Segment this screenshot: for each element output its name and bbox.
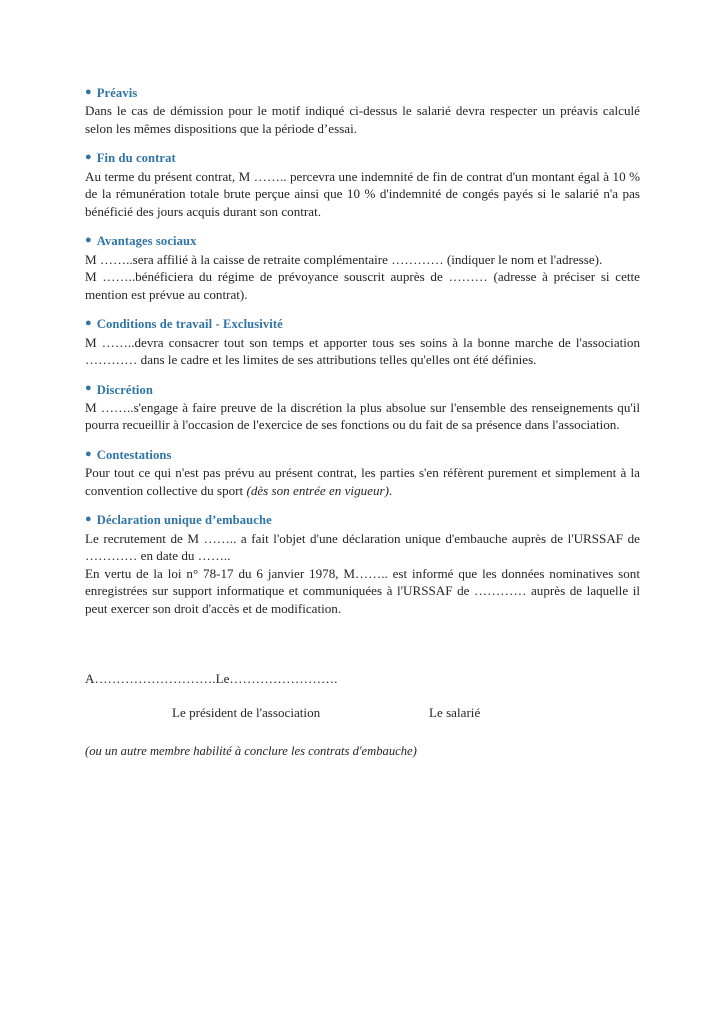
section-declaration-unique-embauche xyxy=(85,511,640,617)
section-heading-label: Déclaration unique d’embauche xyxy=(96,513,272,528)
bullet-icon: ● xyxy=(85,316,92,329)
paragraph-text: Pour tout ce qui n'est pas prévu au présent contrat, les parties s'en réfèrent purement et simplement à la convention collective du sport xyxy=(85,465,640,498)
paragraph: M ……..s'engage à faire preuve de la discrétion la plus absolue sur l'ensemble des renseignements qu'il pourra recueillir à l'occasion de l'exercice de ses fonctions ou du fait de sa présence dans l'association. xyxy=(85,399,640,433)
section-heading-label: Avantages sociaux xyxy=(96,234,197,249)
section-heading-avantages-sociaux xyxy=(85,232,640,249)
section-heading-preavis xyxy=(85,84,640,101)
section-heading-discretion xyxy=(85,381,640,398)
section-conditions-de-travail xyxy=(85,315,640,368)
paragraph xyxy=(85,464,640,499)
paragraph: En vertu de la loi n° 78-17 du 6 janvier 1978, M…….. est informé que les données nominatives sont enregistrées sur support informatique et communiquées à l'URSSAF de ………… auprès de laquelle il peut exercer son droit d'accès et de modification. xyxy=(85,565,640,617)
section-heading-contestations xyxy=(85,446,640,463)
section-heading-label: Fin du contrat xyxy=(96,151,176,166)
paragraph: Le recrutement de M …….. a fait l'objet d'une déclaration unique d'embauche auprès de l'URSSAF de ………… en date du …….. xyxy=(85,530,640,564)
bullet-icon: ● xyxy=(85,85,92,98)
section-heading-fin-du-contrat xyxy=(85,149,640,166)
signature-role-employee: Le salarié xyxy=(429,705,481,721)
bullet-icon: ● xyxy=(85,233,92,246)
paragraph: Dans le cas de démission pour le motif indiqué ci-dessus le salarié devra respecter un préavis calculé selon les mêmes dispositions que la période d’essai. xyxy=(85,103,640,136)
signature-role-president: Le président de l'association xyxy=(172,705,321,721)
section-fin-du-contrat xyxy=(85,149,640,220)
signature-block xyxy=(85,670,640,761)
document-content xyxy=(85,84,640,760)
paragraph: M ……..bénéficiera du régime de prévoyance souscrit auprès de ……… (adresse à préciser si cette mention est prévue au contrat). xyxy=(85,269,640,302)
section-heading-label: Préavis xyxy=(96,86,138,101)
paragraph: Au terme du présent contrat, M …….. percevra une indemnité de fin de contrat d'un montant égal à 10 % de la rémunération totale brute perçue ainsi que 10 % d'indemnité de congés payés si le salarié n'a pas bénéficié des jours acquis durant son contrat. xyxy=(85,168,640,219)
section-heading-declaration-unique-embauche xyxy=(85,511,640,528)
place-date-line: A……………………….Le……………………. xyxy=(85,670,338,686)
bullet-icon: ● xyxy=(85,513,92,526)
signature-roles xyxy=(85,704,640,722)
section-preavis xyxy=(85,84,640,137)
section-discretion xyxy=(85,381,640,434)
section-contestations xyxy=(85,446,640,499)
bullet-icon: ● xyxy=(85,447,92,460)
paragraph: M ……..devra consacrer tout son temps et apporter tous ses soins à la bonne marche de l'association ………… dans le cadre et les limites de ses attributions telles qu'elles ont été définies. xyxy=(85,334,640,368)
bullet-icon: ● xyxy=(85,150,92,163)
paragraph-tail: . xyxy=(388,482,393,498)
section-heading-label: Conditions de travail - Exclusivité xyxy=(96,317,283,332)
section-heading-label: Contestations xyxy=(96,448,172,463)
paragraph: M ……..sera affilié à la caisse de retraite complémentaire ………… (indiquer le nom et l'adresse). xyxy=(85,251,603,267)
section-heading-conditions-de-travail xyxy=(85,315,640,332)
bullet-icon: ● xyxy=(85,382,92,395)
signature-note: (ou un autre membre habilité à conclure les contrats d'embauche) xyxy=(85,744,417,759)
section-heading-label: Discrétion xyxy=(96,382,154,397)
section-avantages-sociaux xyxy=(85,232,640,303)
paragraph-italic-note: (dès son entrée en vigueur) xyxy=(246,482,389,498)
